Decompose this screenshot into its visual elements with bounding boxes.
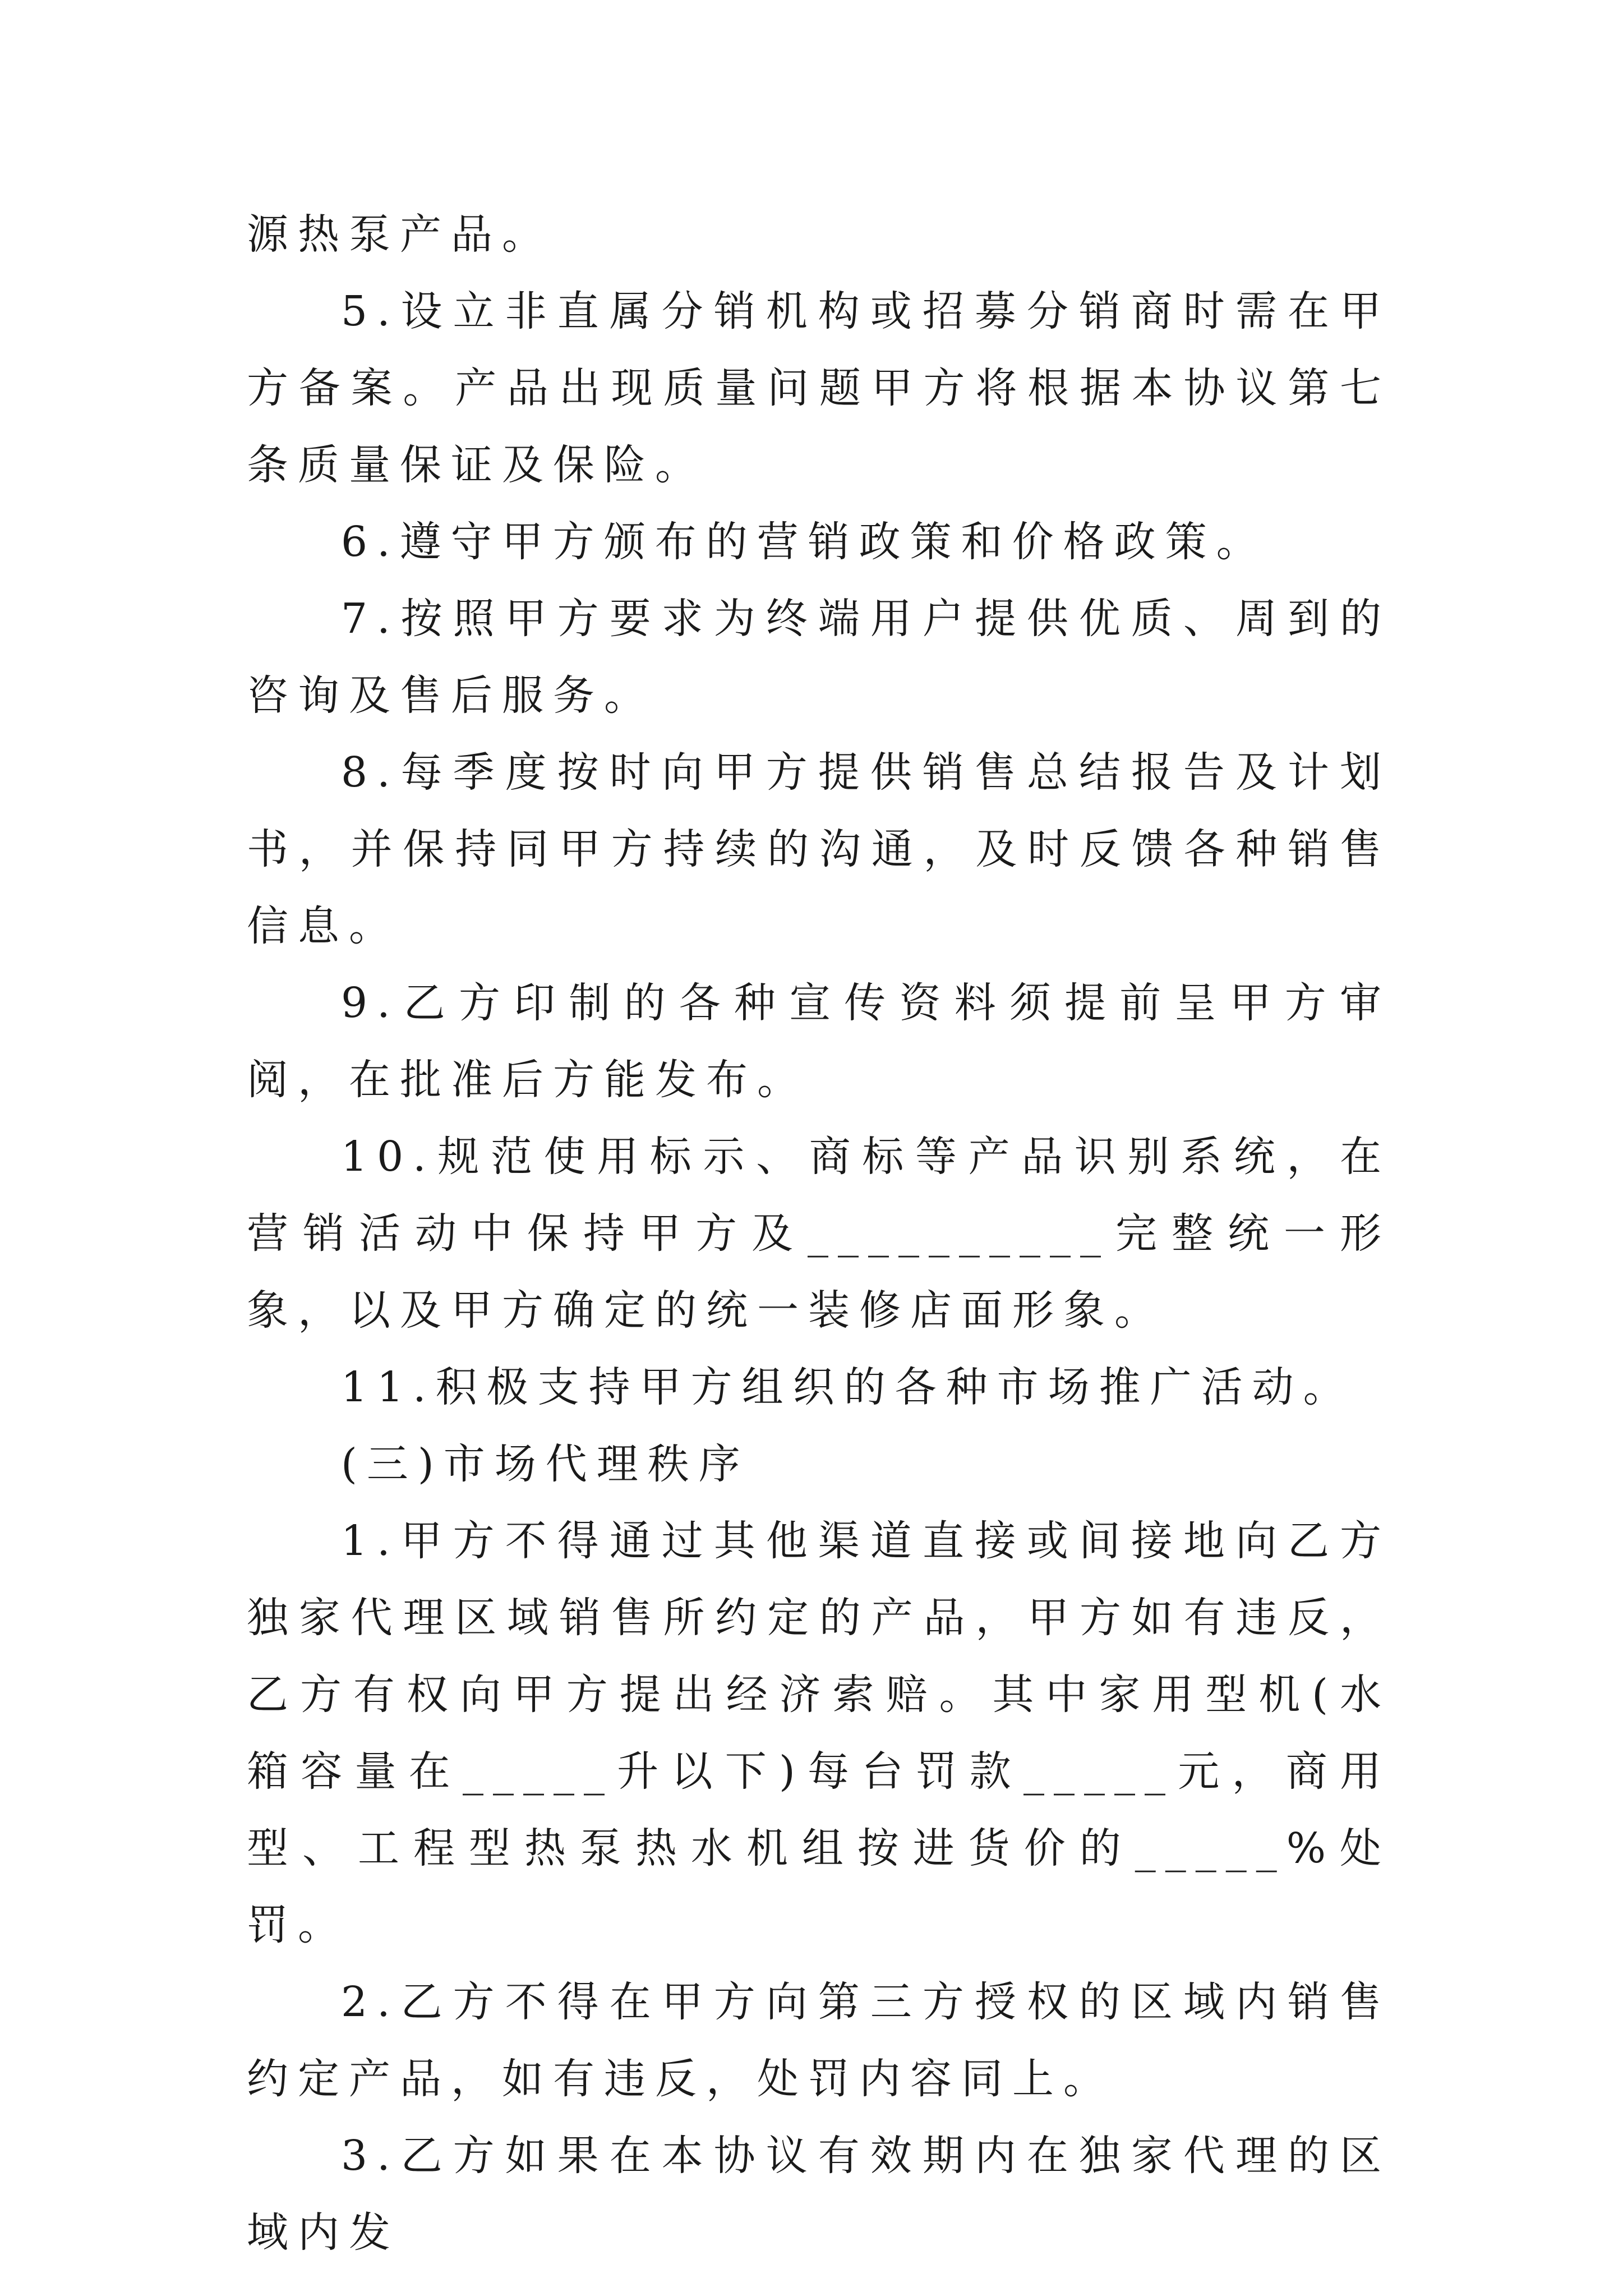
paragraph-heat-pump-tail: 源热泵产品。 (247, 210, 553, 259)
paragraph-item-6: 6.遵守甲方颁布的营销政策和价格政策。 (341, 518, 1267, 566)
paragraph-item-8: 8.每季度按时向甲方提供销售总结报告及计划书，并保持同甲方持续的沟通，及时反馈各种销售信息。 (247, 748, 1391, 950)
paragraph-order-item-2: 2.乙方不得在甲方向第三方授权的区域内销售约定产品，如有违反，处罚内容同上。 (247, 1978, 1391, 2103)
paragraph-item-5: 5.设立非直属分销机构或招募分销商时需在甲方备案。产品出现质量问题甲方将根据本协议第七条质量保证及保险。 (247, 287, 1391, 489)
paragraph-item-10: 10.规范使用标示、商标等产品识别系统，在营销活动中保持甲方及__________完整统一形象，以及甲方确定的统一装修店面形象。 (247, 1133, 1391, 1335)
paragraph-item-7: 7.按照甲方要求为终端用户提供优质、周到的咨询及售后服务。 (247, 595, 1391, 720)
document-body (247, 196, 1391, 2271)
section-heading-market-order: (三)市场代理秩序 (341, 1440, 750, 1488)
paragraph-item-11: 11.积极支持甲方组织的各种市场推广活动。 (341, 1363, 1354, 1411)
paragraph-order-item-3: 3.乙方如果在本协议有效期内在独家代理的区域内发 (247, 2132, 1391, 2257)
paragraph-order-item-1: 1.甲方不得通过其他渠道直接或间接地向乙方独家代理区域销售所约定的产品，甲方如有违反，乙方有权向甲方提出经济索赔。其中家用型机(水箱容量在_____升以下)每台罚款_____元，商用型、工程型热泵热水机组按进货价的_____%处罚。 (247, 1517, 1391, 1949)
paragraph-item-9: 9.乙方印制的各种宣传资料须提前呈甲方审阅，在批准后方能发布。 (247, 979, 1391, 1104)
